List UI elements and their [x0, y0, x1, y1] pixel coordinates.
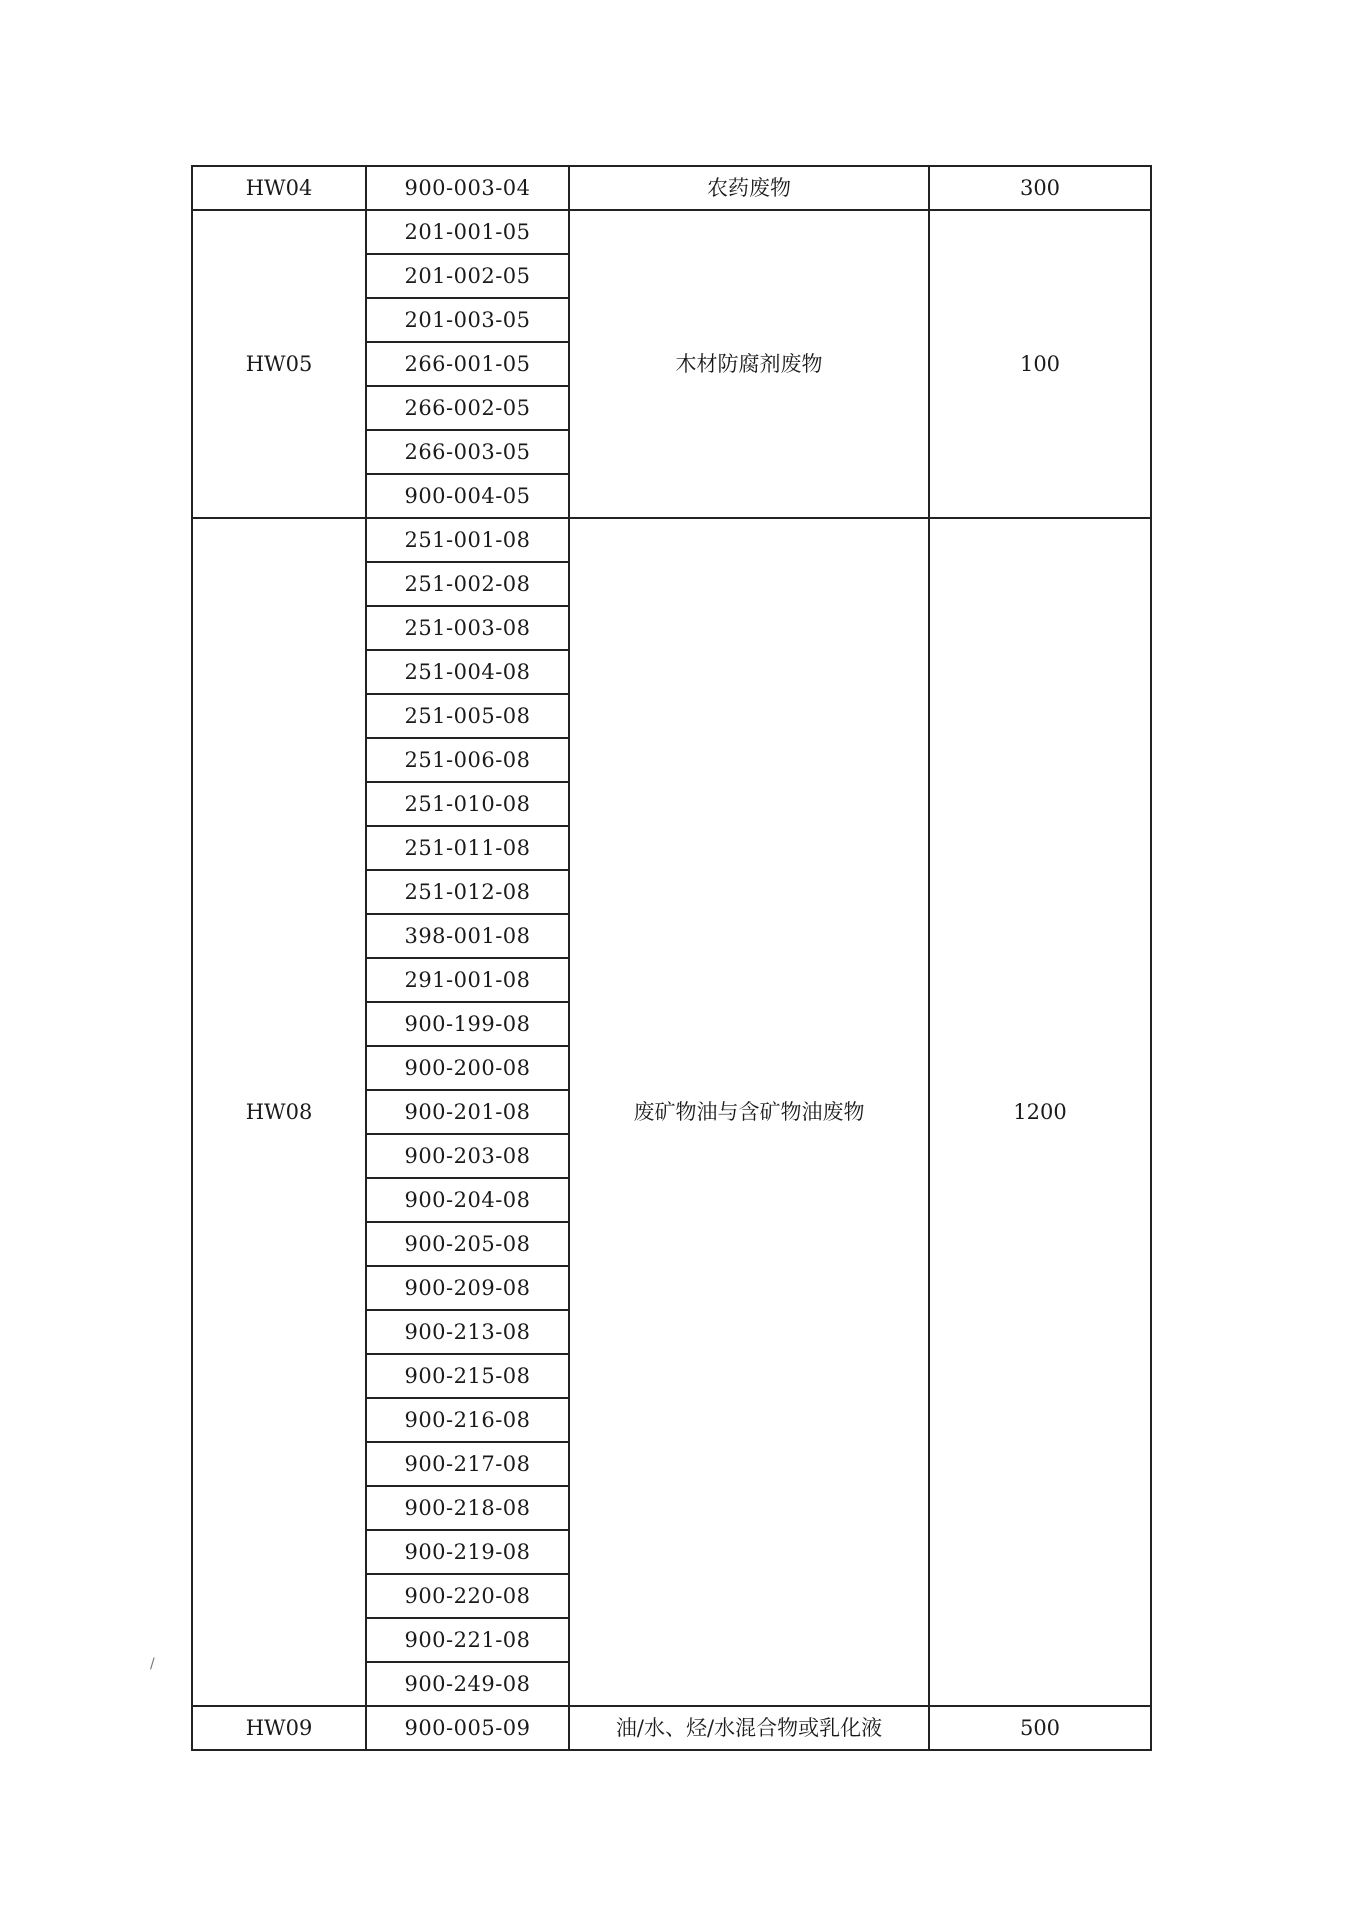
waste-code-cell: 900-220-08 — [366, 1574, 569, 1618]
waste-code-cell: 251-006-08 — [366, 738, 569, 782]
waste-code-cell: 900-004-05 — [366, 474, 569, 518]
waste-name-cell: 木材防腐剂废物 — [569, 210, 929, 518]
waste-code-cell: 201-003-05 — [366, 298, 569, 342]
waste-code-cell: 291-001-08 — [366, 958, 569, 1002]
waste-code-cell: 251-001-08 — [366, 518, 569, 562]
waste-category-cell: HW08 — [192, 518, 366, 1706]
waste-code-cell: 201-001-05 — [366, 210, 569, 254]
table-row — [192, 518, 1151, 562]
waste-code-cell: 201-002-05 — [366, 254, 569, 298]
waste-code-cell: 900-199-08 — [366, 1002, 569, 1046]
table-body — [192, 166, 1151, 1750]
waste-code-cell: 251-003-08 — [366, 606, 569, 650]
waste-category-cell: HW04 — [192, 166, 366, 210]
waste-code-cell: 900-005-09 — [366, 1706, 569, 1750]
waste-code-cell: 900-216-08 — [366, 1398, 569, 1442]
waste-code-cell: 251-004-08 — [366, 650, 569, 694]
waste-code-cell: 900-201-08 — [366, 1090, 569, 1134]
waste-code-cell: 900-219-08 — [366, 1530, 569, 1574]
waste-code-cell: 398-001-08 — [366, 914, 569, 958]
waste-code-cell: 900-218-08 — [366, 1486, 569, 1530]
waste-code-cell: 900-249-08 — [366, 1662, 569, 1706]
waste-quantity-cell: 300 — [929, 166, 1151, 210]
waste-code-cell: 900-205-08 — [366, 1222, 569, 1266]
waste-code-cell: 900-213-08 — [366, 1310, 569, 1354]
waste-code-cell: 266-002-05 — [366, 386, 569, 430]
waste-code-cell: 900-204-08 — [366, 1178, 569, 1222]
waste-code-cell: 251-011-08 — [366, 826, 569, 870]
waste-code-cell: 266-001-05 — [366, 342, 569, 386]
waste-category-cell: HW05 — [192, 210, 366, 518]
waste-quantity-cell: 500 — [929, 1706, 1151, 1750]
waste-name-cell: 废矿物油与含矿物油废物 — [569, 518, 929, 1706]
waste-name-cell: 农药废物 — [569, 166, 929, 210]
waste-code-cell: 900-003-04 — [366, 166, 569, 210]
waste-quantity-cell: 100 — [929, 210, 1151, 518]
table-row — [192, 1706, 1151, 1750]
waste-code-cell: 251-002-08 — [366, 562, 569, 606]
waste-code-cell: 900-209-08 — [366, 1266, 569, 1310]
waste-quantity-cell: 1200 — [929, 518, 1151, 1706]
waste-code-cell: 900-221-08 — [366, 1618, 569, 1662]
waste-code-cell: 251-010-08 — [366, 782, 569, 826]
scan-mark: / — [150, 1656, 155, 1672]
waste-code-cell: 900-217-08 — [366, 1442, 569, 1486]
waste-code-cell: 266-003-05 — [366, 430, 569, 474]
table-row — [192, 210, 1151, 254]
waste-code-cell: 251-005-08 — [366, 694, 569, 738]
waste-code-cell: 251-012-08 — [366, 870, 569, 914]
waste-code-cell: 900-200-08 — [366, 1046, 569, 1090]
table-row — [192, 166, 1151, 210]
waste-category-cell: HW09 — [192, 1706, 366, 1750]
waste-name-cell: 油/水、烃/水混合物或乳化液 — [569, 1706, 929, 1750]
waste-code-cell: 900-203-08 — [366, 1134, 569, 1178]
hazardous-waste-table — [191, 165, 1152, 1751]
waste-code-cell: 900-215-08 — [366, 1354, 569, 1398]
